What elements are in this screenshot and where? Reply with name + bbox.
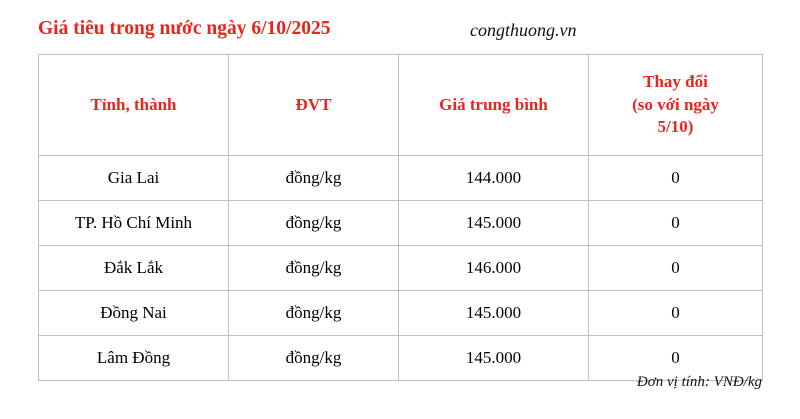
column-header-change-line3: 5/10): [657, 117, 694, 137]
cell-change: 0: [589, 246, 763, 291]
cell-province: Đắk Lắk: [39, 246, 229, 291]
unit-footnote: Đơn vị tính: VNĐ/kg: [636, 374, 762, 390]
cell-change: 0: [589, 336, 763, 381]
table-row: [39, 156, 763, 201]
cell-province: Lâm Đồng: [39, 336, 229, 381]
cell-province: Gia Lai: [39, 156, 229, 201]
column-header-unit: ĐVT: [229, 55, 399, 156]
cell-province: TP. Hồ Chí Minh: [39, 201, 229, 246]
cell-unit: đồng/kg: [229, 156, 399, 201]
cell-change: 0: [589, 201, 763, 246]
cell-unit: đồng/kg: [229, 291, 399, 336]
column-header-change-line1: Thay đổi: [643, 71, 708, 91]
cell-price: 145.000: [399, 291, 589, 336]
cell-price: 144.000: [399, 156, 589, 201]
cell-change: 0: [589, 156, 763, 201]
cell-unit: đồng/kg: [229, 336, 399, 381]
column-header-change: [589, 55, 763, 156]
column-header-province: Tỉnh, thành: [39, 55, 229, 156]
pepper-price-table: [38, 54, 763, 381]
cell-price: 145.000: [399, 201, 589, 246]
column-header-average-price: Giá trung bình: [399, 55, 589, 156]
table-header: [39, 55, 763, 156]
column-header-change-line2: (so với ngày: [632, 94, 719, 114]
table-body: [39, 156, 763, 381]
cell-change: 0: [589, 291, 763, 336]
cell-price: 146.000: [399, 246, 589, 291]
table-row: [39, 291, 763, 336]
document-header: [0, 18, 800, 54]
table-row: [39, 201, 763, 246]
site-brand: congthuong.vn: [470, 20, 577, 40]
table-row: [39, 246, 763, 291]
cell-unit: đồng/kg: [229, 201, 399, 246]
cell-province: Đồng Nai: [39, 291, 229, 336]
cell-price: 145.000: [399, 336, 589, 381]
cell-unit: đồng/kg: [229, 246, 399, 291]
page-title: Giá tiêu trong nước ngày 6/10/2025: [38, 18, 331, 39]
table-header-row: [39, 55, 763, 156]
